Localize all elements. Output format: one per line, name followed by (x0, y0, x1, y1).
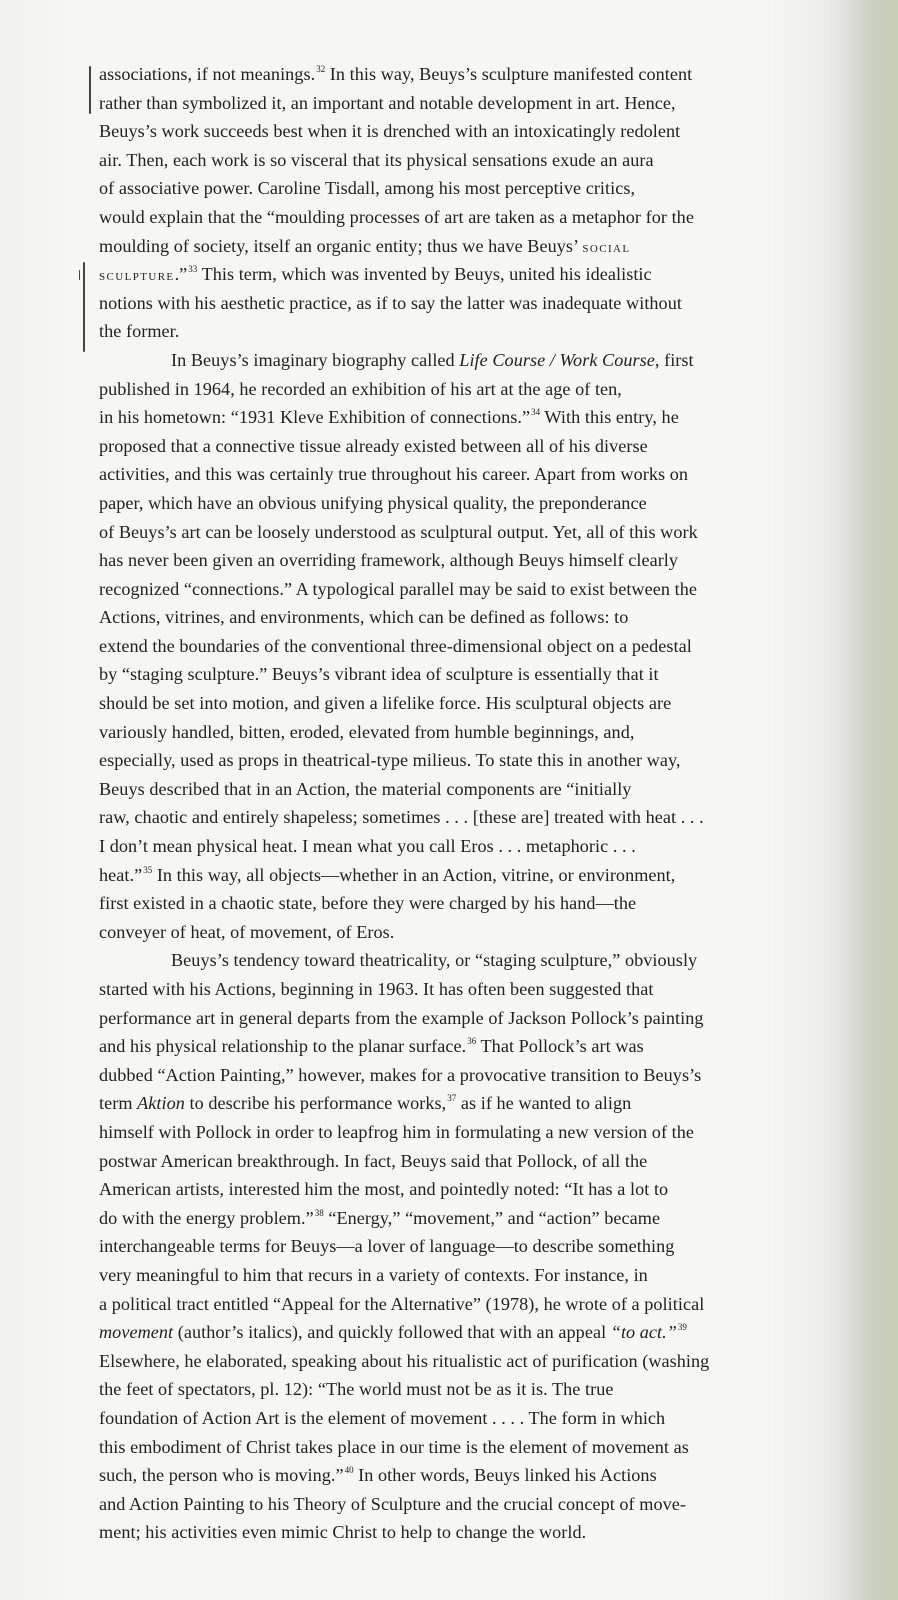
text-line (99, 117, 789, 146)
text-line (99, 889, 789, 918)
text-run: heat.” (99, 864, 143, 885)
text-run: by “staging sculpture.” Beuys’s vibrant idea of sculpture is essentially that it (99, 664, 659, 685)
text-line (99, 375, 789, 404)
text-run: Beuys’s tendency toward theatricality, or “staging sculpture,” obviously (171, 950, 698, 971)
text-line (99, 232, 789, 261)
margin-pencil-mark (83, 262, 85, 352)
text-line (99, 260, 789, 289)
text-run: “Energy,” “movement,” and “action” became (323, 1207, 661, 1228)
footnote-ref: 34 (531, 407, 541, 418)
text-run: rather than symbolized it, an important and notable development in art. Hence, (99, 92, 676, 113)
text-run: raw, chaotic and entirely shapeless; sometimes . . . [these are] treated with heat . . . (99, 807, 704, 828)
text-run: (author’s italics), and quickly followed that with an appeal (173, 1322, 611, 1343)
text-run: , first (654, 349, 694, 370)
text-run: ment; his activities even mimic Christ to help to change the world. (99, 1522, 587, 1543)
text-line (99, 1089, 789, 1118)
text-run: I don’t mean physical heat. I mean what you call Eros . . . metaphoric . . . (99, 836, 636, 857)
text-line (99, 918, 789, 947)
text-line (99, 1433, 789, 1462)
text-line (99, 575, 789, 604)
text-run: very meaningful to him that recurs in a variety of contexts. For instance, in (99, 1264, 648, 1285)
text-run: in his hometown: “1931 Kleve Exhibition of connections.” (99, 407, 531, 428)
italic-text: “to act.” (610, 1322, 677, 1343)
text-line (99, 746, 789, 775)
text-line (99, 1518, 789, 1547)
text-run: dubbed “Action Painting,” however, makes for a provocative transition to Beuys’s (99, 1064, 702, 1085)
text-line (99, 1147, 789, 1176)
text-line (99, 975, 789, 1004)
small-caps-text: social (582, 239, 631, 256)
text-line (99, 460, 789, 489)
text-line (99, 832, 789, 861)
text-run: the former. (99, 321, 180, 342)
text-run: would explain that the “moulding processes of art are taken as a metaphor for the (99, 206, 694, 227)
text-run: the feet of spectators, pl. 12): “The world must not be as it is. The true (99, 1379, 614, 1400)
text-line (99, 489, 789, 518)
text-run: This term, which was invented by Beuys, united his idealistic (197, 264, 652, 285)
text-line (99, 518, 789, 547)
text-line (99, 1290, 789, 1319)
text-line (99, 1261, 789, 1290)
text-line (99, 689, 789, 718)
footnote-ref: 39 (677, 1322, 687, 1333)
text-line (99, 1318, 789, 1347)
text-line (99, 632, 789, 661)
text-line (99, 1404, 789, 1433)
footnote-ref: 32 (316, 64, 326, 74)
text-line (99, 718, 789, 747)
text-run: this embodiment of Christ takes place in our time is the element of movement as (99, 1436, 689, 1457)
text-line (99, 1118, 789, 1147)
text-run: performance art in general departs from the example of Jackson Pollock’s painting (99, 1007, 704, 1028)
text-run: of Beuys’s art can be loosely understood as sculptural output. Yet, all of this work (99, 521, 698, 542)
text-line (99, 946, 789, 975)
italic-text: Aktion (137, 1093, 185, 1114)
text-run: term (99, 1093, 138, 1114)
footnote-ref: 40 (344, 1465, 354, 1476)
text-run: especially, used as props in theatrical-type milieus. To state this in another way, (99, 750, 681, 771)
footnote-ref: 38 (314, 1207, 324, 1218)
footnote-ref: 35 (143, 864, 153, 875)
footnote-ref: 37 (447, 1093, 457, 1104)
text-run: foundation of Action Art is the element of movement . . . . The form in which (99, 1407, 666, 1428)
text-line (99, 1175, 789, 1204)
text-line (99, 660, 789, 689)
text-line (99, 1490, 789, 1519)
text-run: to describe his performance works, (184, 1093, 447, 1114)
text-run: Actions, vitrines, and environments, which can be defined as follows: to (99, 607, 629, 628)
text-run: moulding of society, itself an organic entity; thus we have Beuys’ (99, 235, 583, 256)
text-line (99, 403, 789, 432)
text-run: a political tract entitled “Appeal for the Alternative” (1978), he wrote of a political (99, 1293, 705, 1314)
text-line (99, 203, 789, 232)
text-run: himself with Pollock in order to leapfrog him in formulating a new version of the (99, 1121, 695, 1142)
text-run: paper, which have an obvious unifying physical quality, the preponderance (99, 492, 647, 513)
text-run: Beuys described that in an Action, the material components are “initially (99, 778, 632, 799)
italic-text: Life Course / Work Course (459, 349, 655, 370)
text-run: as if he wanted to align (456, 1093, 632, 1114)
text-line (99, 1204, 789, 1233)
text-line (99, 89, 789, 118)
text-run: and Action Painting to his Theory of Sculpture and the crucial concept of move- (99, 1493, 686, 1514)
italic-text: movement (99, 1322, 174, 1343)
text-run: Beuys’s work succeeds best when it is drenched with an intoxicatingly redolent (99, 121, 681, 142)
text-run: started with his Actions, beginning in 1963. It has often been suggested that (99, 979, 654, 999)
text-line (99, 546, 789, 575)
text-line (99, 861, 789, 890)
text-line (99, 60, 789, 89)
text-run: and his physical relationship to the planar surface. (99, 1036, 467, 1057)
text-line (99, 1375, 789, 1404)
text-run: postwar American breakthrough. In fact, Beuys said that Pollock, of all the (99, 1150, 648, 1171)
text-run: Elsewhere, he elaborated, speaking about his ritualistic act of purification (washing (99, 1350, 710, 1371)
footnote-ref: 36 (467, 1036, 477, 1047)
text-run: variously handled, bitten, eroded, elevated from humble beginnings, and, (99, 721, 635, 742)
text-run: .” (174, 264, 188, 285)
margin-pencil-mark (89, 66, 91, 114)
text-line (99, 174, 789, 203)
text-line (99, 317, 789, 346)
text-run: In this way, all objects—whether in an Action, vitrine, or environment, (152, 864, 676, 885)
text-run: In this way, Beuys’s sculpture manifested content (325, 64, 693, 84)
text-run: of associative power. Caroline Tisdall, among his most perceptive critics, (99, 178, 636, 199)
text-run: American artists, interested him the most, and pointedly noted: “It has a lot to (99, 1179, 669, 1200)
text-line (99, 432, 789, 461)
text-line (99, 146, 789, 175)
text-run: published in 1964, he recorded an exhibition of his art at the age of ten, (99, 378, 622, 399)
text-run: conveyer of heat, of movement, of Eros. (99, 921, 395, 942)
text-line (99, 1347, 789, 1376)
text-run: associations, if not meanings. (99, 64, 316, 84)
text-run: In other words, Beuys linked his Actions (353, 1465, 657, 1486)
text-line (99, 775, 789, 804)
text-run: With this entry, he (540, 407, 679, 428)
text-run: In Beuys’s imaginary biography called (171, 349, 460, 370)
text-run: interchangeable terms for Beuys—a lover of language—to describe something (99, 1236, 675, 1257)
text-run: notions with his aesthetic practice, as if to say the latter was inadequate without (99, 292, 682, 313)
text-run: first existed in a chaotic state, before they were charged by his hand—the (99, 893, 637, 914)
page-gutter-shadow (850, 0, 898, 1600)
text-run: do with the energy problem.” (99, 1207, 314, 1228)
text-line (99, 603, 789, 632)
text-line (99, 346, 789, 375)
footnote-ref: 33 (188, 264, 198, 275)
text-line (99, 1032, 789, 1061)
text-run: should be set into motion, and given a lifelike force. His sculptural objects are (99, 693, 672, 714)
text-run: air. Then, each work is so visceral that its physical sensations exude an aura (99, 149, 654, 170)
text-line (99, 1232, 789, 1261)
text-line (99, 1061, 789, 1090)
text-run: such, the person who is moving.” (99, 1465, 344, 1486)
text-line (99, 289, 789, 318)
text-line (99, 803, 789, 832)
small-caps-text: sculpture (99, 268, 175, 285)
text-line (99, 1004, 789, 1033)
text-run: recognized “connections.” A typological parallel may be said to exist between the (99, 578, 697, 599)
text-run: proposed that a connective tissue already existed between all of his diverse (99, 435, 648, 456)
text-run: has never been given an overriding framework, although Beuys himself clearly (99, 550, 679, 571)
margin-pencil-mark (79, 270, 80, 280)
body-text (99, 60, 789, 1547)
text-run: activities, and this was certainly true throughout his career. Apart from works on (99, 464, 688, 485)
text-run: extend the boundaries of the conventional three-dimensional object on a pedestal (99, 635, 692, 656)
text-run: That Pollock’s art was (476, 1036, 644, 1057)
text-line (99, 1461, 789, 1490)
